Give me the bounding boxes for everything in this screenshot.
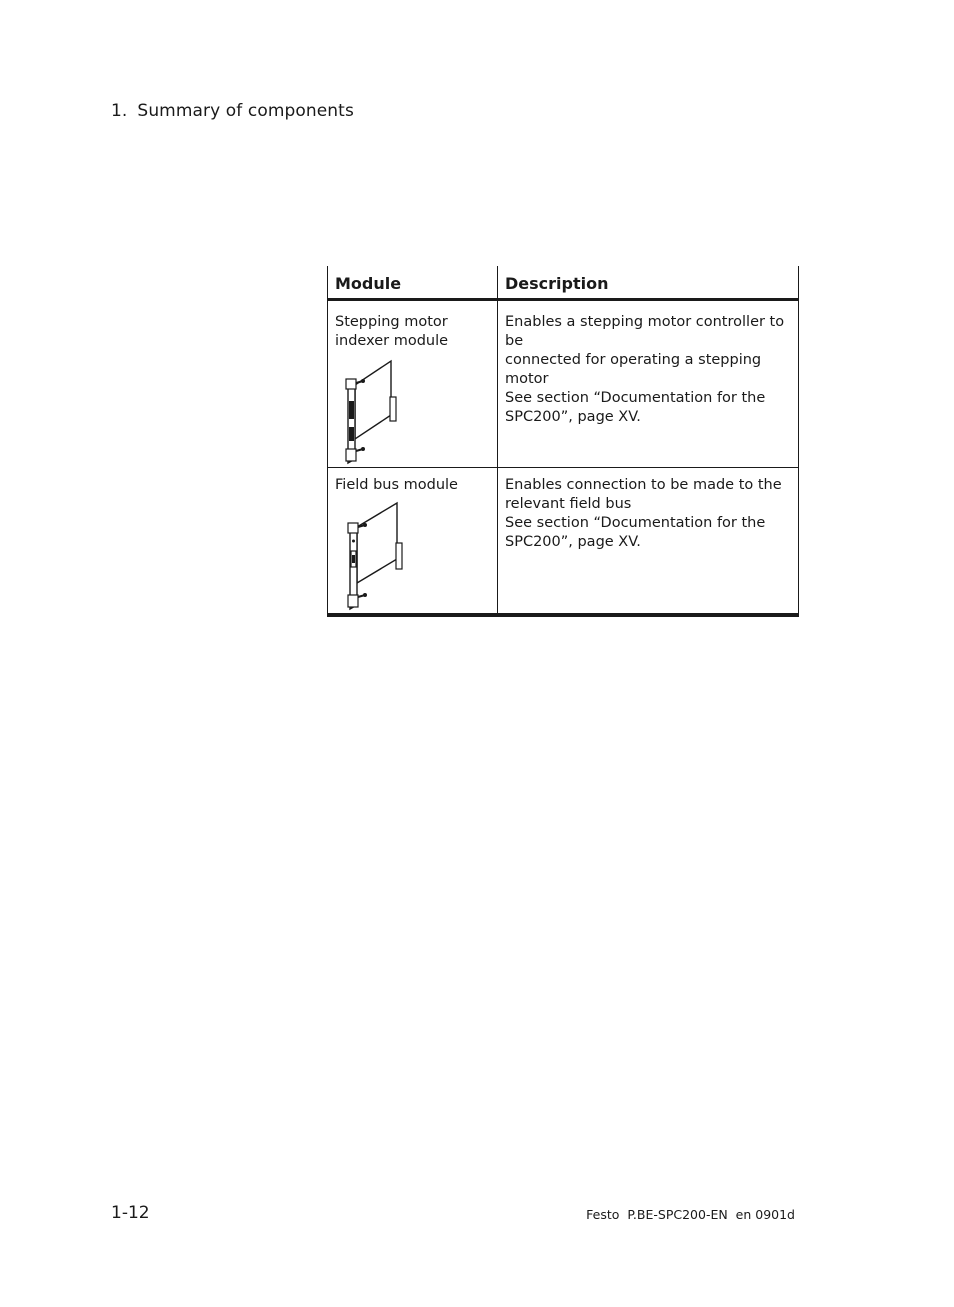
module-cell — [328, 468, 498, 616]
stepping-motor-module-image — [335, 357, 405, 467]
table-row — [328, 468, 799, 616]
section-number: 1. — [111, 101, 128, 121]
column-header-description: Description — [498, 266, 799, 300]
column-header-module: Module — [328, 266, 498, 300]
module-name-line: Field bus module — [335, 477, 458, 493]
field-bus-module-image — [335, 501, 405, 613]
description-line: Enables connection to be made to the — [505, 477, 782, 493]
description-line: Enables a stepping motor controller to be — [505, 314, 785, 349]
document-reference: Festo P.BE-SPC200-EN en 0901d — [586, 1207, 795, 1222]
description-cell — [498, 468, 799, 616]
description-cell — [498, 300, 799, 468]
description-line: SPC200”, page XV. — [505, 409, 641, 425]
table-row — [328, 300, 799, 468]
page-number: 1-12 — [111, 1203, 150, 1223]
section-title: Summary of components — [137, 101, 354, 121]
table-header-row — [328, 266, 799, 300]
description-line: See section “Documentation for the — [505, 390, 766, 406]
module-cell — [328, 300, 498, 468]
module-name-line: Stepping motor — [335, 314, 448, 330]
description-line: relevant field bus — [505, 496, 632, 512]
description-line: SPC200”, page XV. — [505, 534, 641, 550]
module-name-line: indexer module — [335, 333, 449, 349]
module-table — [327, 266, 799, 617]
description-line: See section “Documentation for the — [505, 515, 766, 531]
description-line: connected for operating a stepping motor — [505, 352, 762, 387]
section-header — [111, 101, 354, 121]
